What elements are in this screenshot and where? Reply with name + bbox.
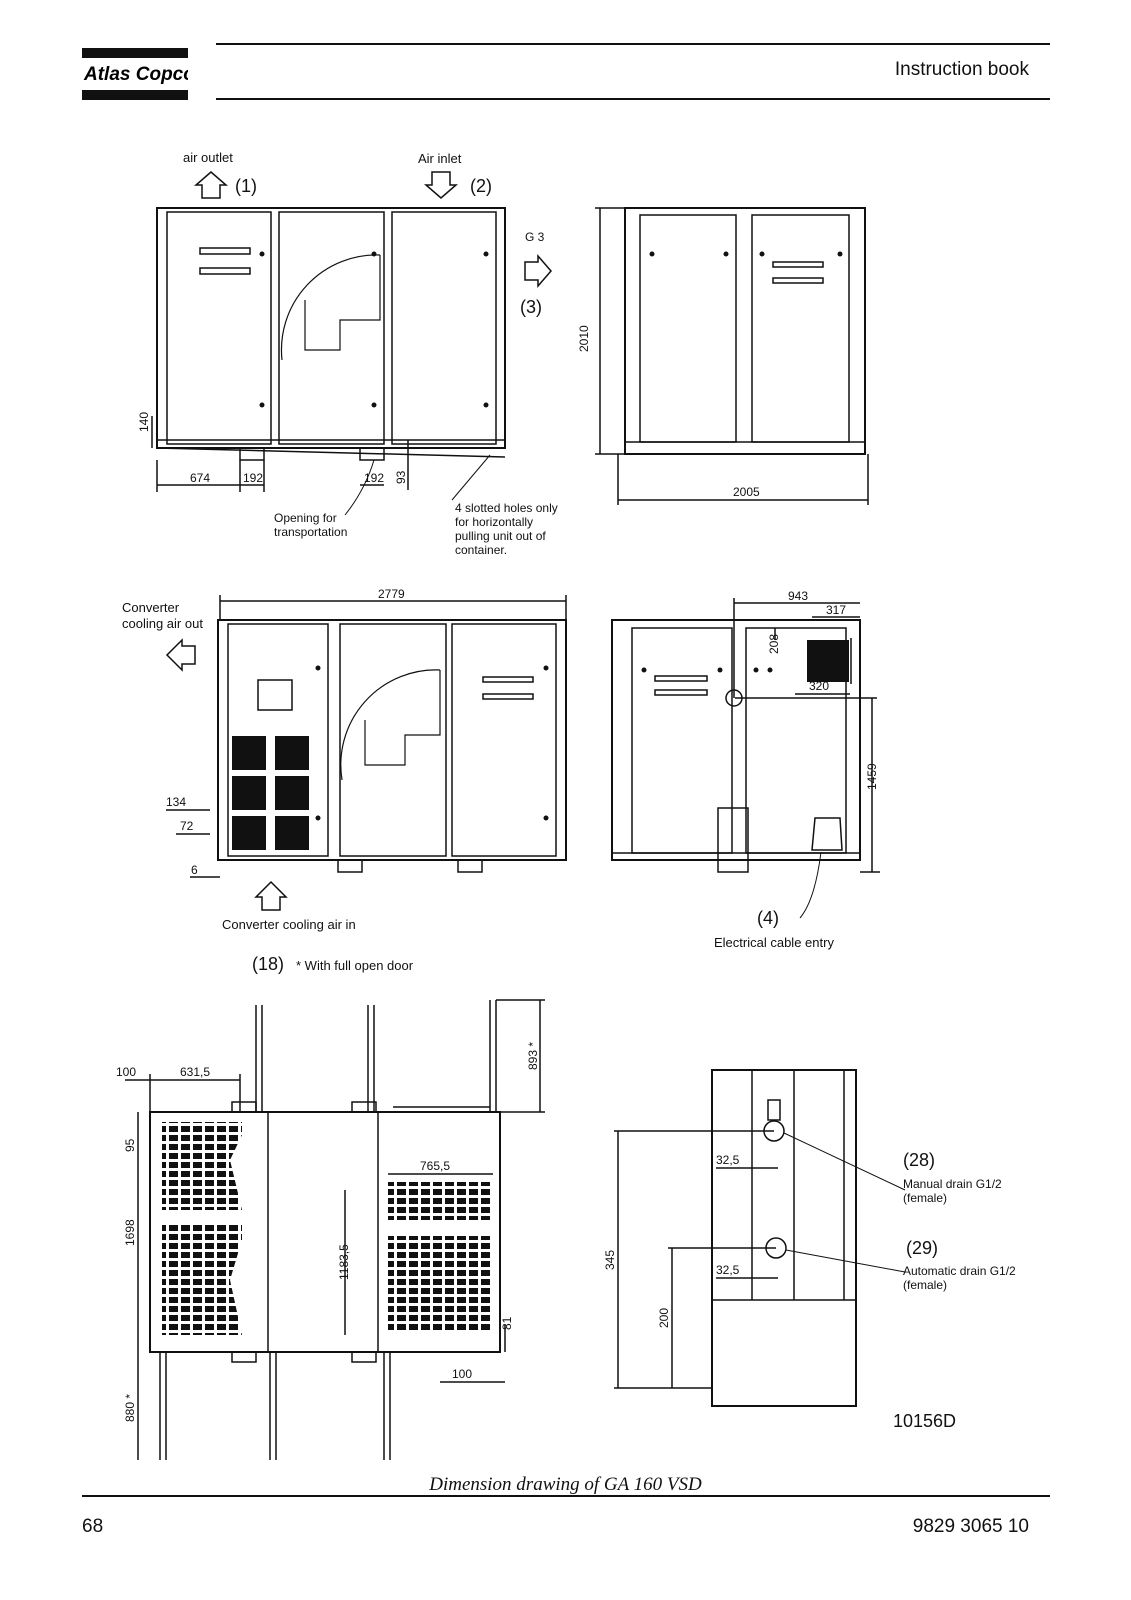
view-drain-detail [712,1070,856,1406]
ref-29: (29) [906,1238,939,1258]
slotted-note-4: container. [455,543,508,557]
slotted-note-1: 4 slotted holes only [455,501,558,515]
drawing-id: 10156D [893,1411,957,1431]
air-outlet-label: air outlet [183,150,233,165]
ref-3: (3) [520,297,542,317]
air-inlet-label: Air inlet [418,151,462,166]
dim-893: 893 * [526,1041,540,1070]
auto-drain-1: Automatic drain G1/2 [903,1264,1016,1278]
dim-72: 72 [180,819,194,833]
auto-drain-2: (female) [903,1278,948,1292]
dim-765-5: 765,5 [420,1159,451,1173]
dim-208: 208 [767,633,781,654]
header-title: Instruction book [894,59,1029,80]
opening-note-1: Opening for [274,511,337,525]
slotted-note-3: pulling unit out of [455,529,546,543]
dim-6: 6 [191,863,198,877]
dim-95: 95 [123,1138,137,1152]
ref-4: (4) [757,908,779,928]
manual-drain-2: (female) [903,1191,948,1205]
dim-1698: 1698 [123,1219,137,1246]
dim-1183-5: 1183,5 [337,1244,351,1280]
opening-note-2: transportation [274,525,348,539]
dim-140: 140 [137,411,151,432]
dim-134: 134 [166,795,187,809]
ref-1: (1) [235,176,257,196]
dim-2779: 2779 [378,587,405,601]
view-front-middle [218,620,566,872]
dim-1459: 1459 [865,763,879,790]
conv-out-label-2: cooling air out [122,616,203,631]
document-number: 9829 3065 10 [912,1516,1029,1537]
logo-wordmark: Atlas Copco [84,64,188,85]
page-number: 68 [82,1516,104,1537]
dim-2010: 2010 [577,325,591,352]
ref-2: (2) [470,176,492,196]
conv-out-label-1: Converter [122,600,180,615]
dim-100-a: 100 [116,1065,137,1079]
dim-943: 943 [788,589,809,603]
dim-880: 880 * [123,1393,137,1422]
view-front-top [157,208,505,460]
dim-317: 317 [826,603,847,617]
dim-2005: 2005 [733,485,760,499]
dim-631-5: 631,5 [180,1065,211,1079]
dim-320-v: 320 [838,649,852,670]
dim-100-b: 100 [452,1367,473,1381]
dim-320-h: 320 [809,679,830,693]
dim-81: 81 [500,1316,514,1330]
dim-93: 93 [394,470,408,484]
view-side-top [625,208,865,454]
cable-entry-label: Electrical cable entry [714,935,834,950]
ref-28: (28) [903,1150,936,1170]
dim-32-5-b: 32,5 [716,1263,740,1277]
slotted-note-2: for horizontally [455,515,534,529]
dim-345: 345 [603,1249,617,1270]
dim-32-5-a: 32,5 [716,1153,740,1167]
dim-192-a: 192 [243,471,264,485]
ref-18: (18) [252,954,285,974]
dim-200: 200 [657,1307,671,1328]
dim-674: 674 [190,471,211,485]
door-note: * With full open door [296,958,414,973]
manual-drain-1: Manual drain G1/2 [903,1177,1002,1191]
g3-label: G 3 [525,230,545,244]
dim-192-b: 192 [364,471,385,485]
figure-caption: Dimension drawing of GA 160 VSD [429,1474,702,1495]
conv-in-label: Converter cooling air in [222,917,356,932]
